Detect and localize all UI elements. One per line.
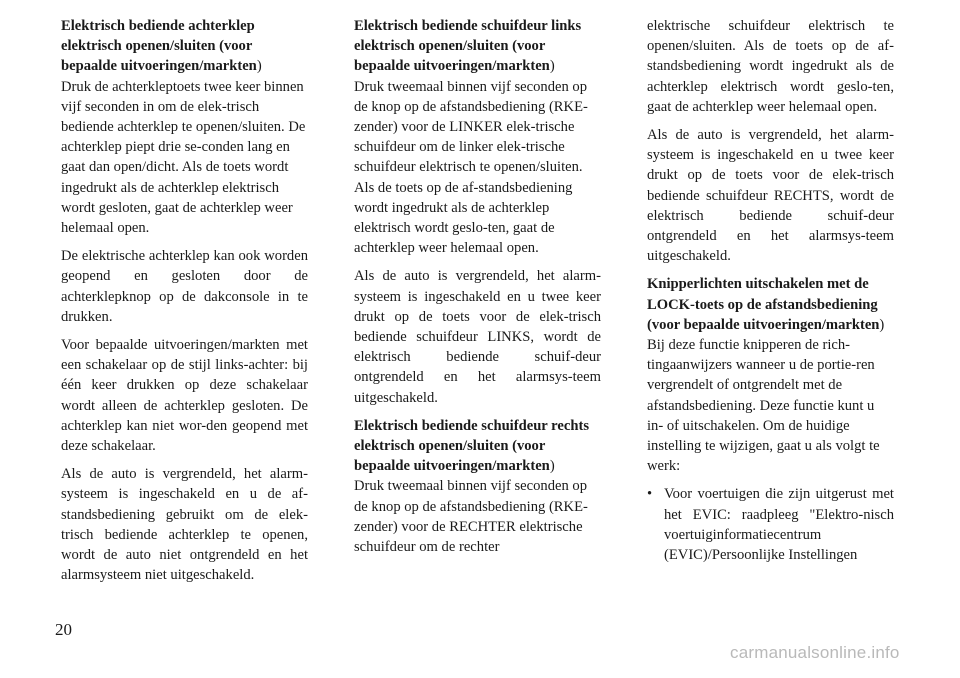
column-middle xyxy=(354,16,601,565)
bullet-icon: • xyxy=(647,486,653,503)
paragraph: Als de auto is vergrendeld, het alarm-systeem is ingeschakeld en u twee keer drukt op de toets voor de elek-trisch bediende schuifdeur RECHTS, wordt de elektrisch bediende schuif-deur ontgrendeld en het alarmsys-teem uitgeschakeld. xyxy=(647,127,894,265)
section-right-sliding-door-body: Druk tweemaal binnen vijf seconden op de knop op de afstandsbediening (RKE-zender) voor de RECHTER elektrische schuifdeur om de rechter xyxy=(354,478,588,556)
bullet-item xyxy=(647,484,894,565)
section-tailgate-heading: Elektrisch bediende achterklep elektrisch openen/sluiten (voor bepaalde uitvoeringen/markten xyxy=(61,18,257,75)
paragraph: Als de auto is vergrendeld, het alarm-systeem is ingeschakeld en u de af-standsbediening gebruikt om de elek-trisch bediende achterklep te openen, wordt de auto niet ontgrendeld en het alarmsysteem niet uitgeschakeld. xyxy=(61,466,308,584)
paragraph: elektrische schuifdeur elektrisch te openen/sluiten. Als de toets op de af-standsbediening wordt ingedrukt als de achterklep elektrisch wordt geslo-ten, gaat de achterklep weer helemaal open. xyxy=(647,18,894,115)
column-right xyxy=(647,16,894,565)
column-left xyxy=(61,16,308,593)
section-right-sliding-door-heading: Elektrisch bediende schuifdeur rechts elektrisch openen/sluiten (voor bepaalde uitvoeringen/markten xyxy=(354,417,589,475)
section-left-sliding-door: Elektrisch bediende schuifdeur links elektrisch openen/sluiten (voor bepaalde uitvoeringen/markten) Druk tweemaal binnen vijf seconden op de knop op de afstandsbediening (RKE-zender) voor de LINKER elek-trische schuifdeur om de linker elek-trische schuifdeur elektrisch te openen/sluiten. Als de toets op de af-standsbediening wordt ingedrukt als de achterklep elektrisch wordt geslo-ten, gaat de achterklep weer helemaal open. xyxy=(354,18,588,257)
section-tailgate-body: Druk de achterkleptoets twee keer binnen vijf seconden in om de elek-trisch bediende achterklep te openen/sluiten. De achterklep piept drie se-conden lang en gaat dan open/dicht. Als de toets wordt ingedrukt als de achterklep elektrisch wordt gesloten, gaat de achterklep weer helemaal open. xyxy=(61,78,306,237)
bullet-text: Voor voertuigen die zijn uitgerust met het EVIC: raadpleeg "Elektro-nisch voertuiginformatiecentrum (EVIC)/Persoonlijke Instellingen xyxy=(664,486,894,564)
page-number: 20 xyxy=(55,620,72,639)
paragraph: De elektrische achterklep kan ook worden geopend en gesloten door de achterklepknop op de dakconsole in te drukken. xyxy=(61,248,308,325)
section-right-sliding-door: Elektrisch bediende schuifdeur rechts elektrisch openen/sluiten (voor bepaalde uitvoeringen/markten) Druk tweemaal binnen vijf seconden op de knop op de afstandsbediening (RKE-zender) voor de RECHTER elektrische schuifdeur om de rechter xyxy=(354,417,589,556)
paragraph: Als de auto is vergrendeld, het alarm-systeem is ingeschakeld en u twee keer drukt op de toets voor de elek-trisch bediende schuifdeur LINKS, wordt de elektrisch bediende schuif-deur ontgrendeld en het alarmsys-teem uitgeschakeld. xyxy=(354,268,601,406)
section-flash-lights-heading: Knipperlichten uitschakelen met de LOCK-toets op de afstandsbediening (voor bepaalde uitvoeringen/markten xyxy=(647,276,880,333)
section-flash-lights-body: Bij deze functie knipperen de rich-tingaanwijzers wanneer u de portie-ren vergrendelt of ontgrendelt met de afstandsbediening. Deze functie kunt u in- of uitschakelen. Om de huidige instelling te wijzigen, gaat u als volgt te werk: xyxy=(647,337,880,475)
section-flash-lights: Knipperlichten uitschakelen met de LOCK-toets op de afstandsbediening (voor bepaalde uitvoeringen/markten) Bij deze functie knipperen de rich-tingaanwijzers wanneer u de portie-ren vergrendelt of ontgrendelt met de afstandsbediening. Deze functie kunt u in- of uitschakelen. Om de huidige instelling te wijzigen, gaat u als volgt te werk: xyxy=(647,276,885,475)
watermark: carmanualsonline.info xyxy=(730,643,900,662)
section-left-sliding-door-heading: Elektrisch bediende schuifdeur links elektrisch openen/sluiten (voor bepaalde uitvoeringen/markten xyxy=(354,18,582,75)
paragraph: Voor bepaalde uitvoeringen/markten met een schakelaar op de stijl links-achter: bij één keer drukken op deze schakelaar wordt alleen de achterklep gesloten. De achterklep kan niet wor-den geopend met deze schakelaar. xyxy=(61,337,308,455)
section-tailgate: Elektrisch bediende achterklep elektrisch openen/sluiten (voor bepaalde uitvoeringen/markten) Druk de achterkleptoets twee keer binnen vijf seconden in om de elek-trisch bediende achterklep te openen/sluiten. De achterklep piept drie se-conden lang en gaat dan open/dicht. Als de toets wordt ingedrukt als de achterklep elektrisch wordt gesloten, gaat de achterklep weer helemaal open. xyxy=(61,18,306,237)
section-left-sliding-door-body: Druk tweemaal binnen vijf seconden op de knop op de afstandsbediening (RKE-zender) voor de LINKER elek-trische schuifdeur om de linker elek-trische schuifdeur elektrisch te openen/sluiten. Als de toets op de af-standsbediening wordt ingedrukt als de achterklep elektrisch wordt geslo-ten, gaat de achterklep weer helemaal open. xyxy=(354,78,588,257)
